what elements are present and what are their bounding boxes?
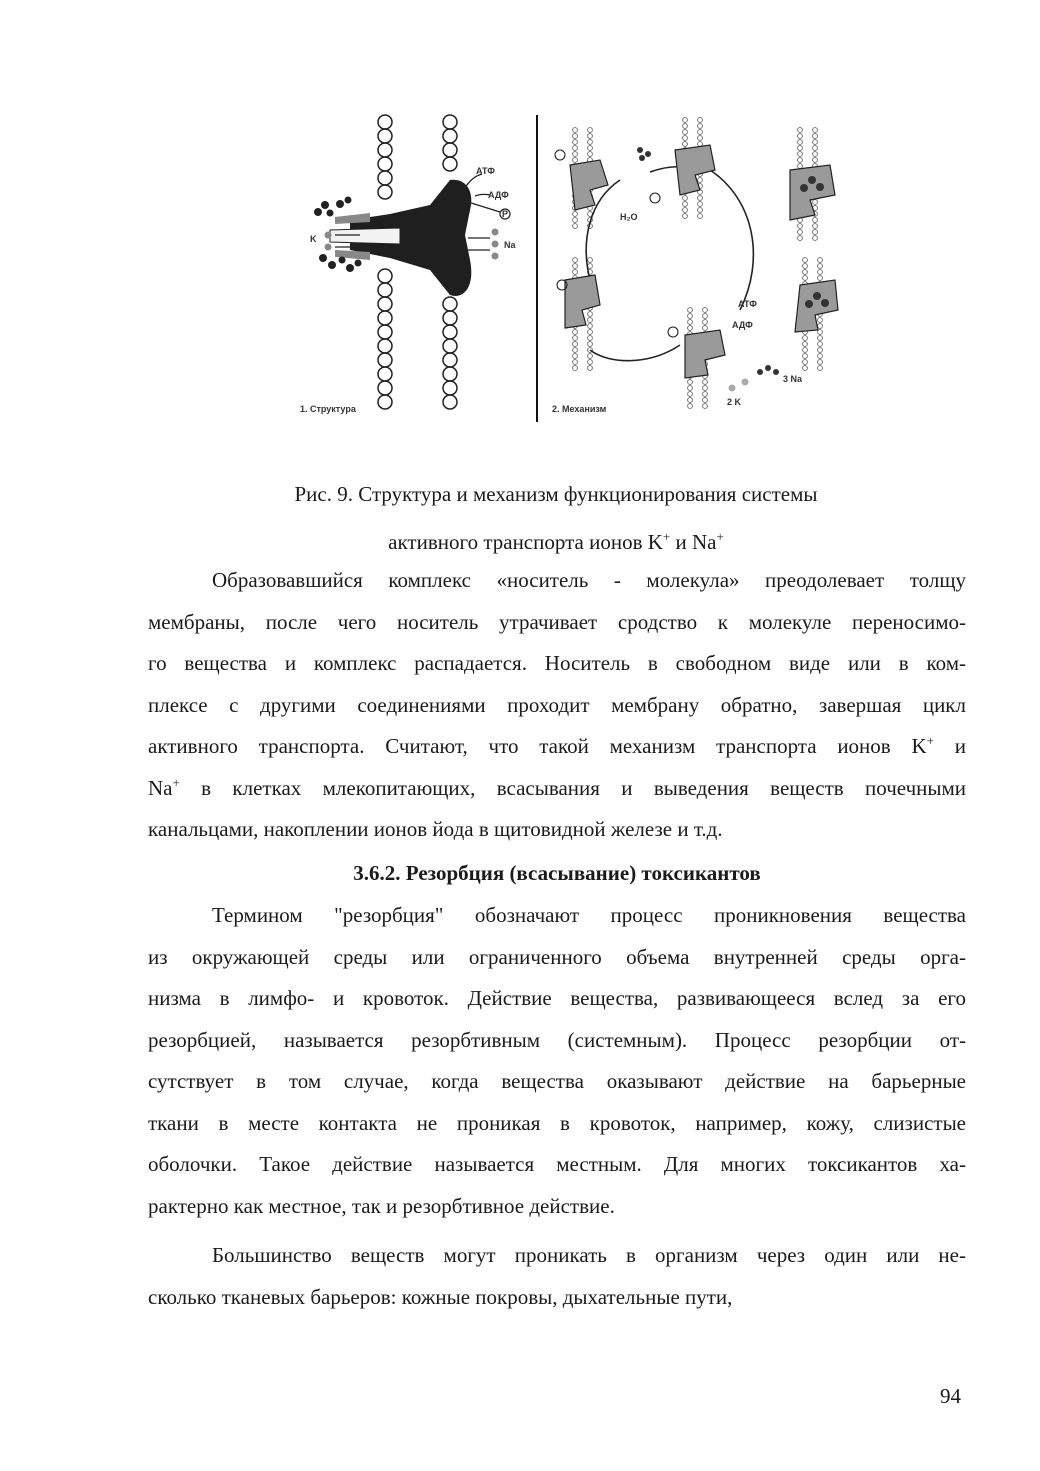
lipid-circle — [443, 297, 457, 311]
lipid-circle — [443, 395, 457, 409]
label-adp-left: АДФ — [488, 190, 509, 200]
lipid-dot — [698, 202, 703, 207]
lipid-dot — [698, 178, 703, 183]
lipid-dot — [573, 270, 578, 275]
lipid-dot — [573, 366, 578, 371]
lipid-dot — [683, 214, 688, 219]
lipid-circle — [378, 185, 392, 199]
lipid-dot — [818, 342, 823, 347]
panel1-label: 1. Структура — [300, 404, 356, 414]
lipid-circle — [378, 339, 392, 353]
lipid-dot — [588, 330, 593, 335]
lipid-dot — [688, 314, 693, 319]
section-heading: 3.6.2. Резорбция (всасывание) токсикантов — [353, 861, 761, 885]
lipid-dot — [703, 380, 708, 385]
lipid-circle — [378, 353, 392, 367]
figure-caption-line2 — [150, 521, 962, 558]
figure-ion-transport — [290, 110, 803, 430]
lipid-dot — [588, 134, 593, 139]
sup-plus: + — [172, 774, 180, 790]
lipid-dot — [798, 146, 803, 151]
lipid-dot — [818, 366, 823, 371]
text-fragment: активного транспорта. Считают, что такой механизм транспорта ионов K — [148, 734, 927, 758]
label-atp-right: АТФ — [738, 299, 757, 309]
lipid-dot — [703, 386, 708, 391]
lipid-circle — [378, 171, 392, 185]
lipid-dot — [698, 124, 703, 129]
lipid-dot — [698, 136, 703, 141]
label-adp-right: АДФ — [732, 320, 753, 330]
lipid-dot — [688, 380, 693, 385]
lipid-circle — [378, 143, 392, 157]
lipid-dot — [573, 330, 578, 335]
text-line: сколько тканевых барьеров: кожные покровы, дыхательные пути, — [148, 1284, 733, 1309]
figure-caption-line1 — [150, 478, 962, 510]
lipid-dot — [803, 342, 808, 347]
lipid-dot — [683, 124, 688, 129]
lipid-dot — [588, 318, 593, 323]
lipid-dot — [588, 342, 593, 347]
lipid-dot — [803, 348, 808, 353]
lipid-dot — [683, 130, 688, 135]
lipid-dot — [803, 270, 808, 275]
lipid-dot — [803, 258, 808, 263]
caption-text-1: Рис. 9. Структура и механизм функционирования системы — [294, 482, 818, 506]
paragraph-tissue-barriers — [148, 1235, 966, 1318]
label-p-left: Р — [502, 209, 509, 219]
text-fragment: Na — [148, 775, 173, 800]
text-line: Термином "резорбция" обозначают процесс проникновения вещества — [212, 903, 966, 927]
lipid-dot — [813, 128, 818, 133]
lipid-circle — [443, 339, 457, 353]
lipid-circle — [443, 325, 457, 339]
lipid-dot — [803, 336, 808, 341]
lipid-circle — [443, 129, 457, 143]
lipid-dot — [573, 354, 578, 359]
lipid-dot — [688, 386, 693, 391]
lipid-circle — [443, 143, 457, 157]
lipid-dot — [698, 118, 703, 123]
lipid-circle — [378, 381, 392, 395]
lipid-dot — [573, 158, 578, 163]
lipid-dot — [813, 134, 818, 139]
lipid-dot — [703, 314, 708, 319]
lipid-dot — [813, 200, 818, 205]
lipid-dot — [573, 128, 578, 133]
lipid-dot — [818, 264, 823, 269]
lipid-dot — [688, 398, 693, 403]
lipid-dot — [818, 318, 823, 323]
lipid-circle — [378, 157, 392, 171]
lipid-dot — [588, 140, 593, 145]
lipid-dot — [698, 208, 703, 213]
lipid-dot — [573, 134, 578, 139]
lipid-dot — [813, 224, 818, 229]
caption-text-2a: активного транспорта ионов K — [388, 530, 663, 554]
text-line: канальцами, накоплении ионов йода в щитовидной железе и т.д. — [148, 817, 723, 841]
figure-drawing — [290, 110, 803, 430]
lipid-dot — [573, 146, 578, 151]
lipid-dot — [798, 140, 803, 145]
panel-mechanism — [552, 118, 838, 414]
text-line: из окружающей среды или ограниченного объема внутренней среды орга- — [148, 944, 966, 969]
lipid-circle — [378, 115, 392, 129]
lipid-dot — [703, 326, 708, 331]
lipid-dot — [688, 392, 693, 397]
lipid-dot — [683, 196, 688, 201]
lipid-dot — [813, 158, 818, 163]
lipid-dot — [818, 336, 823, 341]
lipid-dot — [688, 308, 693, 313]
lipid-dot — [683, 208, 688, 213]
text-line: мембраны, после чего носитель утрачивает сродство к молекуле переносимо- — [148, 609, 966, 634]
lipid-dot — [818, 360, 823, 365]
lipid-dot — [818, 324, 823, 329]
panel2-label: 2. Механизм — [552, 404, 607, 414]
lipid-circle — [378, 395, 392, 409]
panel-structure — [300, 115, 516, 414]
text-line — [148, 768, 966, 810]
sup-plus: + — [926, 733, 934, 748]
lipid-dot — [703, 398, 708, 403]
lipid-circle — [378, 311, 392, 325]
lipid-dot — [698, 130, 703, 135]
lipid-dot — [798, 224, 803, 229]
text-line: резорбцией, называется резорбтивным (системным). Процесс резорбции от- — [148, 1027, 966, 1052]
lipid-dot — [703, 308, 708, 313]
text-line: сутствует в том случае, когда вещества оказывают действие на барьерные — [148, 1069, 966, 1093]
lipid-circle — [378, 283, 392, 297]
lipid-dot — [683, 118, 688, 123]
lipid-dot — [798, 134, 803, 139]
lipid-dot — [813, 218, 818, 223]
lipid-dot — [818, 270, 823, 275]
lipid-dot — [588, 128, 593, 133]
lipid-dot — [683, 142, 688, 147]
lipid-dot — [688, 326, 693, 331]
text-line: го вещества и комплекс распадается. Носитель в свободном виде или в ком- — [148, 651, 966, 675]
lipid-dot — [803, 276, 808, 281]
lipid-dot — [803, 264, 808, 269]
lipid-dot — [798, 158, 803, 163]
text-line: Образовавшийся комплекс «носитель - молекула» преодолевает толщу — [212, 568, 966, 592]
lipid-dot — [798, 164, 803, 169]
caption-text-2b: и Na — [670, 530, 717, 554]
lipid-dot — [818, 348, 823, 353]
text-line: оболочки. Такое действие называется местным. Для многих токсикантов ха- — [148, 1152, 966, 1176]
lipid-dot — [688, 404, 693, 409]
lipid-dot — [588, 146, 593, 151]
lipid-dot — [798, 128, 803, 133]
lipid-dot — [588, 366, 593, 371]
lipid-dot — [698, 214, 703, 219]
lipid-dot — [813, 140, 818, 145]
label-atp-left: АТФ — [476, 166, 495, 176]
lipid-dot — [813, 146, 818, 151]
lipid-circle — [443, 157, 457, 171]
lipid-dot — [798, 236, 803, 241]
lipid-dot — [588, 336, 593, 341]
lipid-dot — [683, 202, 688, 207]
lipid-circle — [378, 367, 392, 381]
text-line: рактерно как местное, так и резорбтивное действие. — [148, 1193, 615, 1218]
lipid-dot — [803, 366, 808, 371]
lipid-dot — [573, 224, 578, 229]
lipid-circle — [443, 367, 457, 381]
label-k-left: K — [310, 234, 317, 244]
lipid-circle — [443, 381, 457, 395]
lipid-dot — [573, 218, 578, 223]
lipid-dot — [588, 152, 593, 157]
lipid-dot — [573, 212, 578, 217]
lipid-dot — [573, 342, 578, 347]
lipid-dot — [803, 354, 808, 359]
lipid-dot — [798, 152, 803, 157]
label-3na: 3 Na — [783, 374, 803, 384]
lipid-dot — [813, 152, 818, 157]
lipid-dot — [703, 392, 708, 397]
lipid-dot — [573, 348, 578, 353]
text-line: плексе с другими соединениями проходит мембрану обратно, завершая цикл — [148, 692, 966, 717]
text-fragment: и — [933, 734, 966, 758]
paragraph-resorption-definition — [148, 895, 966, 1227]
caption-sup-na: + — [716, 529, 724, 544]
text-line — [148, 726, 966, 768]
lipid-dot — [813, 230, 818, 235]
lipid-circle — [443, 353, 457, 367]
lipid-dot — [573, 140, 578, 145]
lipid-dot — [698, 196, 703, 201]
caption-sup-k: + — [662, 529, 671, 544]
lipid-circle — [443, 311, 457, 325]
page-number: 94 — [940, 1384, 961, 1408]
text-fragment: в клетках млекопитающих, всасывания и выведения веществ почечными — [179, 775, 966, 800]
lipid-circle — [378, 269, 392, 283]
lipid-dot — [688, 320, 693, 325]
lipid-dot — [588, 312, 593, 317]
text-line: ткани в месте контакта не проникая в кровоток, например, кожу, слизистые — [148, 1110, 966, 1135]
lipid-dot — [573, 258, 578, 263]
lipid-dot — [573, 336, 578, 341]
text-line: низма в лимфо- и кровоток. Действие вещества, развивающееся вслед за его — [148, 986, 966, 1010]
lipid-circle — [443, 115, 457, 129]
label-h2o: H₂O — [620, 212, 638, 222]
label-2k: 2 K — [727, 397, 742, 407]
lipid-dot — [813, 236, 818, 241]
lipid-dot — [798, 230, 803, 235]
lipid-circle — [378, 129, 392, 143]
lipid-dot — [818, 354, 823, 359]
lipid-dot — [588, 324, 593, 329]
lipid-dot — [588, 258, 593, 263]
lipid-dot — [703, 404, 708, 409]
lipid-dot — [683, 136, 688, 141]
lipid-dot — [573, 152, 578, 157]
lipid-circle — [378, 297, 392, 311]
lipid-dot — [803, 360, 808, 365]
text-line: Большинство веществ могут проникать в организм через один или не- — [212, 1243, 966, 1267]
lipid-dot — [818, 276, 823, 281]
lipid-dot — [588, 360, 593, 365]
lipid-circle — [378, 325, 392, 339]
lipid-dot — [818, 258, 823, 263]
paragraph-carrier-complex — [148, 560, 966, 851]
lipid-dot — [573, 264, 578, 269]
lipid-dot — [588, 354, 593, 359]
label-na-left: Na — [504, 240, 516, 250]
lipid-dot — [703, 320, 708, 325]
lipid-dot — [573, 360, 578, 365]
